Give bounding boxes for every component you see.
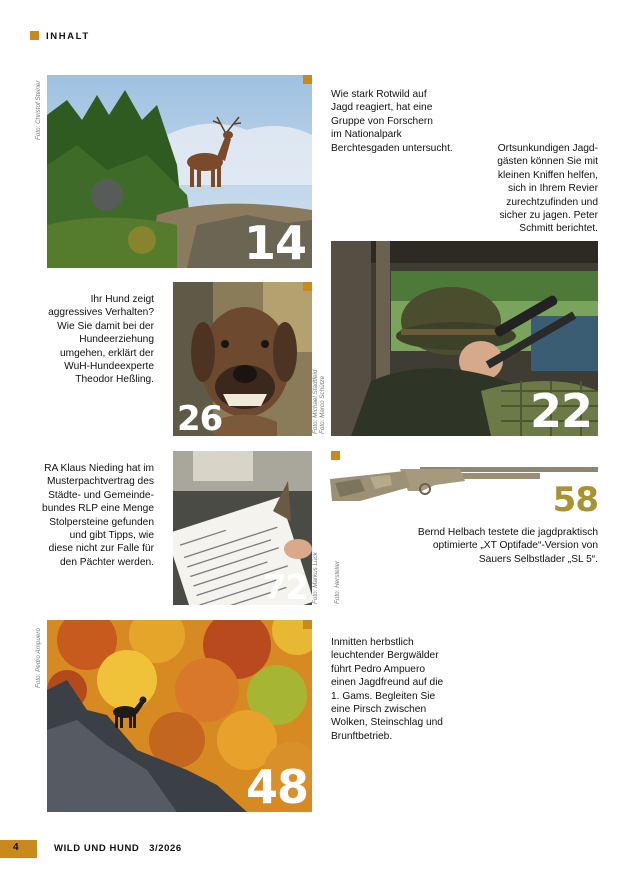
photo-credit: Foto: Markus Lück	[312, 552, 319, 604]
page-number-26: 26	[177, 399, 223, 436]
issue-number: 3/2026	[149, 843, 182, 854]
photo-chamois-autumn[interactable]	[47, 620, 312, 812]
corner-marker	[303, 75, 312, 84]
photo-hunter-rifle[interactable]	[331, 241, 598, 436]
page-number-22: 22	[529, 384, 592, 436]
article-teaser-pacht[interactable]: RA Klaus Nieding hat im Musterpachtvertrag des Städte- und Gemeinde- bundes RLP eine Menge Stolpersteine gefunden und gibt Tipps, wie diese nicht zur Falle für den Pächter werden.	[42, 463, 154, 568]
page-number-58: 58	[552, 480, 598, 520]
photo-credit: Foto: Michael Stadtfeld	[312, 369, 319, 434]
article-teaser-rotwild[interactable]: Wie stark Rotwild auf Jagd reagiert, hat eine Gruppe von Forschern im Nationalpark Berchtesgaden untersucht.	[331, 89, 453, 154]
photo-aggressive-dog[interactable]	[173, 282, 312, 436]
article-teaser-flinte[interactable]: Bernd Helbach testete die jagdpraktisch optimierte „XT Optifade“-Version von Sauers Selbstlader „SL 5“.	[417, 527, 598, 565]
photo-credit: Foto: Pedro Ampuero	[35, 628, 42, 688]
corner-marker	[303, 282, 312, 291]
section-title: INHALT	[46, 31, 90, 42]
article-teaser-gams[interactable]: Inmitten herbstlich leuchtender Bergwälder führt Pedro Ampuero einen Jagdfreund auf die 1. Gams. Begleiten Sie eine Pirsch zwischen Wolken, Steinschlag und Brunftbetrieb.	[331, 637, 444, 742]
photo-red-deer[interactable]	[47, 75, 312, 268]
photo-credit: Foto: Hersteller	[334, 560, 341, 604]
article-teaser-hund[interactable]: Ihr Hund zeigt aggressives Verhalten? Wie Sie damit bei der Hundeerziehung umgehen, erklärt der WuH-Hundeexperte Theodor Heßling.	[48, 294, 154, 386]
corner-marker	[331, 451, 340, 460]
page-number-48: 48	[245, 760, 308, 812]
page-number: 4	[13, 842, 19, 853]
photo-lease-contract[interactable]	[173, 451, 312, 605]
corner-marker	[303, 620, 312, 629]
page-number-14: 14	[243, 216, 306, 268]
page-number-72: 72	[262, 568, 308, 605]
photo-credit: Foto: Marco Schütze	[319, 375, 326, 434]
magazine-footer	[54, 843, 182, 854]
photo-credit: Foto: Christof Steiner	[35, 80, 42, 140]
magazine-name: WILD UND HUND	[54, 843, 140, 854]
article-teaser-revier[interactable]: Ortsunkundigen Jagd- gästen können Sie mit kleinen Kniffen helfen, sich in Ihrem Revier zurechtzufinden und sicher zu jagen. Peter Schmitt berichtet.	[497, 143, 598, 235]
section-marker	[30, 31, 39, 40]
